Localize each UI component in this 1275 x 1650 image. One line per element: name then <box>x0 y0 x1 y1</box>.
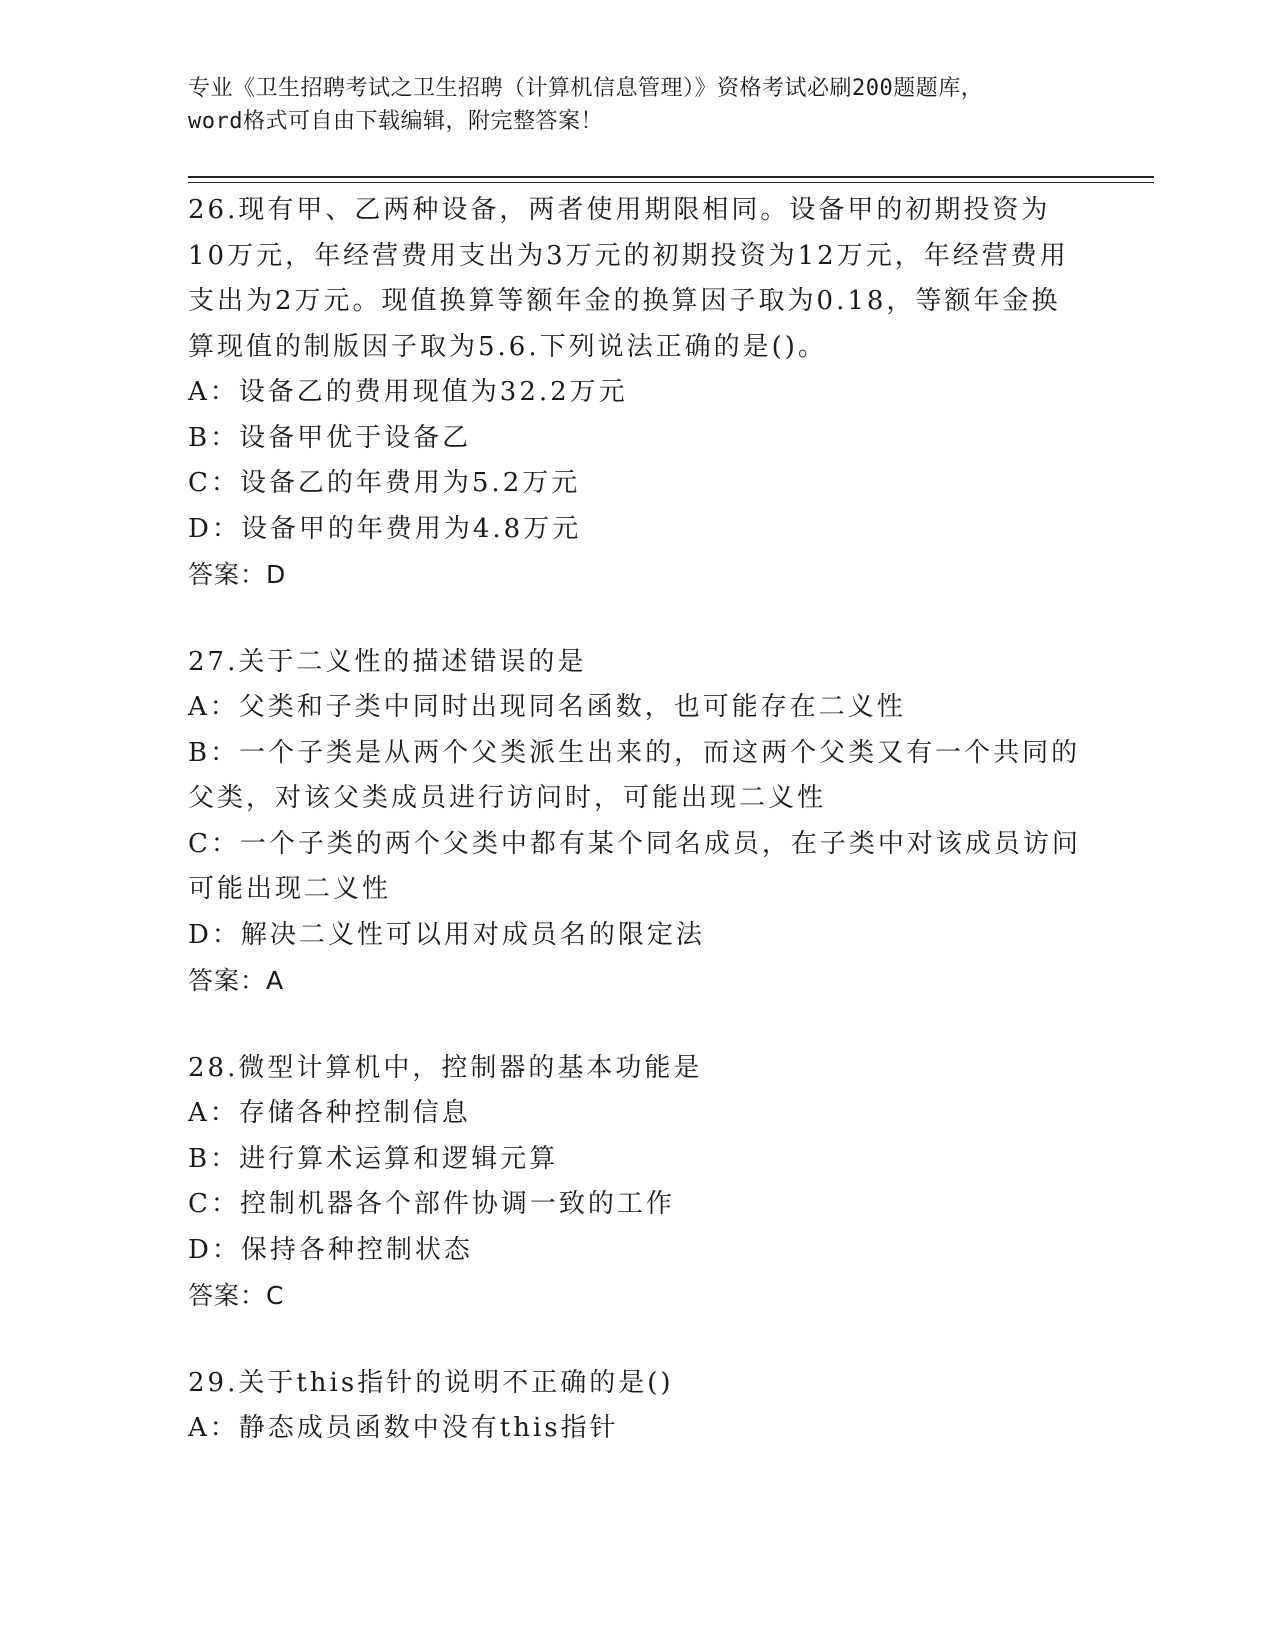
option-b: B：设备甲优于设备乙 <box>188 422 472 453</box>
option-d: D：设备甲的年费用为4.8万元 <box>188 513 582 544</box>
answer-label: 答案：C <box>188 1281 285 1310</box>
option-d: D：解决二义性可以用对成员名的限定法 <box>188 919 705 950</box>
question-text: 26.现有甲、乙两种设备，两者使用期限相同。设备甲的初期投资为10万元，年经营费用支出为3万元的初期投资为12万元，年经营费用支出为2万元。现值换算等额年金的换算因子取为0.18，等额年金换算现值的制版因子取为5.6.下列说法正确的是()。 <box>188 195 1069 362</box>
question-text: 29.关于this指针的说明不正确的是() <box>188 1367 674 1398</box>
question-28 <box>188 1046 1088 1319</box>
question-29 <box>188 1361 1088 1452</box>
question-27 <box>188 640 1088 1004</box>
header-divider-thick <box>188 176 1154 178</box>
option-d: D：保持各种控制状态 <box>188 1234 473 1265</box>
header-title-line-2: word格式可自由下载编辑，附完整答案！ <box>188 109 603 134</box>
answer-label: 答案：D <box>188 560 287 589</box>
option-a: A：存储各种控制信息 <box>188 1098 471 1128</box>
option-b: B：进行算术运算和逻辑元算 <box>188 1143 559 1174</box>
header-divider-thin <box>188 182 1154 183</box>
header-title-line-1: 专业《卫生招聘考试之卫生招聘（计算机信息管理）》资格考试必刷200题题库， <box>188 76 984 101</box>
question-text: 28.微型计算机中，控制器的基本功能是 <box>188 1052 703 1083</box>
question-26 <box>188 188 1088 598</box>
option-a: A：设备乙的费用现值为32.2万元 <box>188 377 628 407</box>
option-c: C：设备乙的年费用为5.2万元 <box>188 468 581 498</box>
document-header <box>188 72 1088 138</box>
option-a: A：静态成员函数中没有this指针 <box>188 1413 619 1443</box>
answer-label: 答案：A <box>188 966 285 995</box>
option-c: C：一个子类的两个父类中都有某个同名成员，在子类中对该成员访问可能出现二义性 <box>188 828 1081 904</box>
question-list <box>188 188 1088 1494</box>
option-b: B：一个子类是从两个父类派生出来的，而这两个父类又有一个共同的父类，对该父类成员进行访问时，可能出现二义性 <box>188 737 1081 813</box>
question-text: 27.关于二义性的描述错误的是 <box>188 646 587 677</box>
option-a: A：父类和子类中同时出现同名函数，也可能存在二义性 <box>188 692 906 722</box>
option-c: C：控制机器各个部件协调一致的工作 <box>188 1189 675 1219</box>
